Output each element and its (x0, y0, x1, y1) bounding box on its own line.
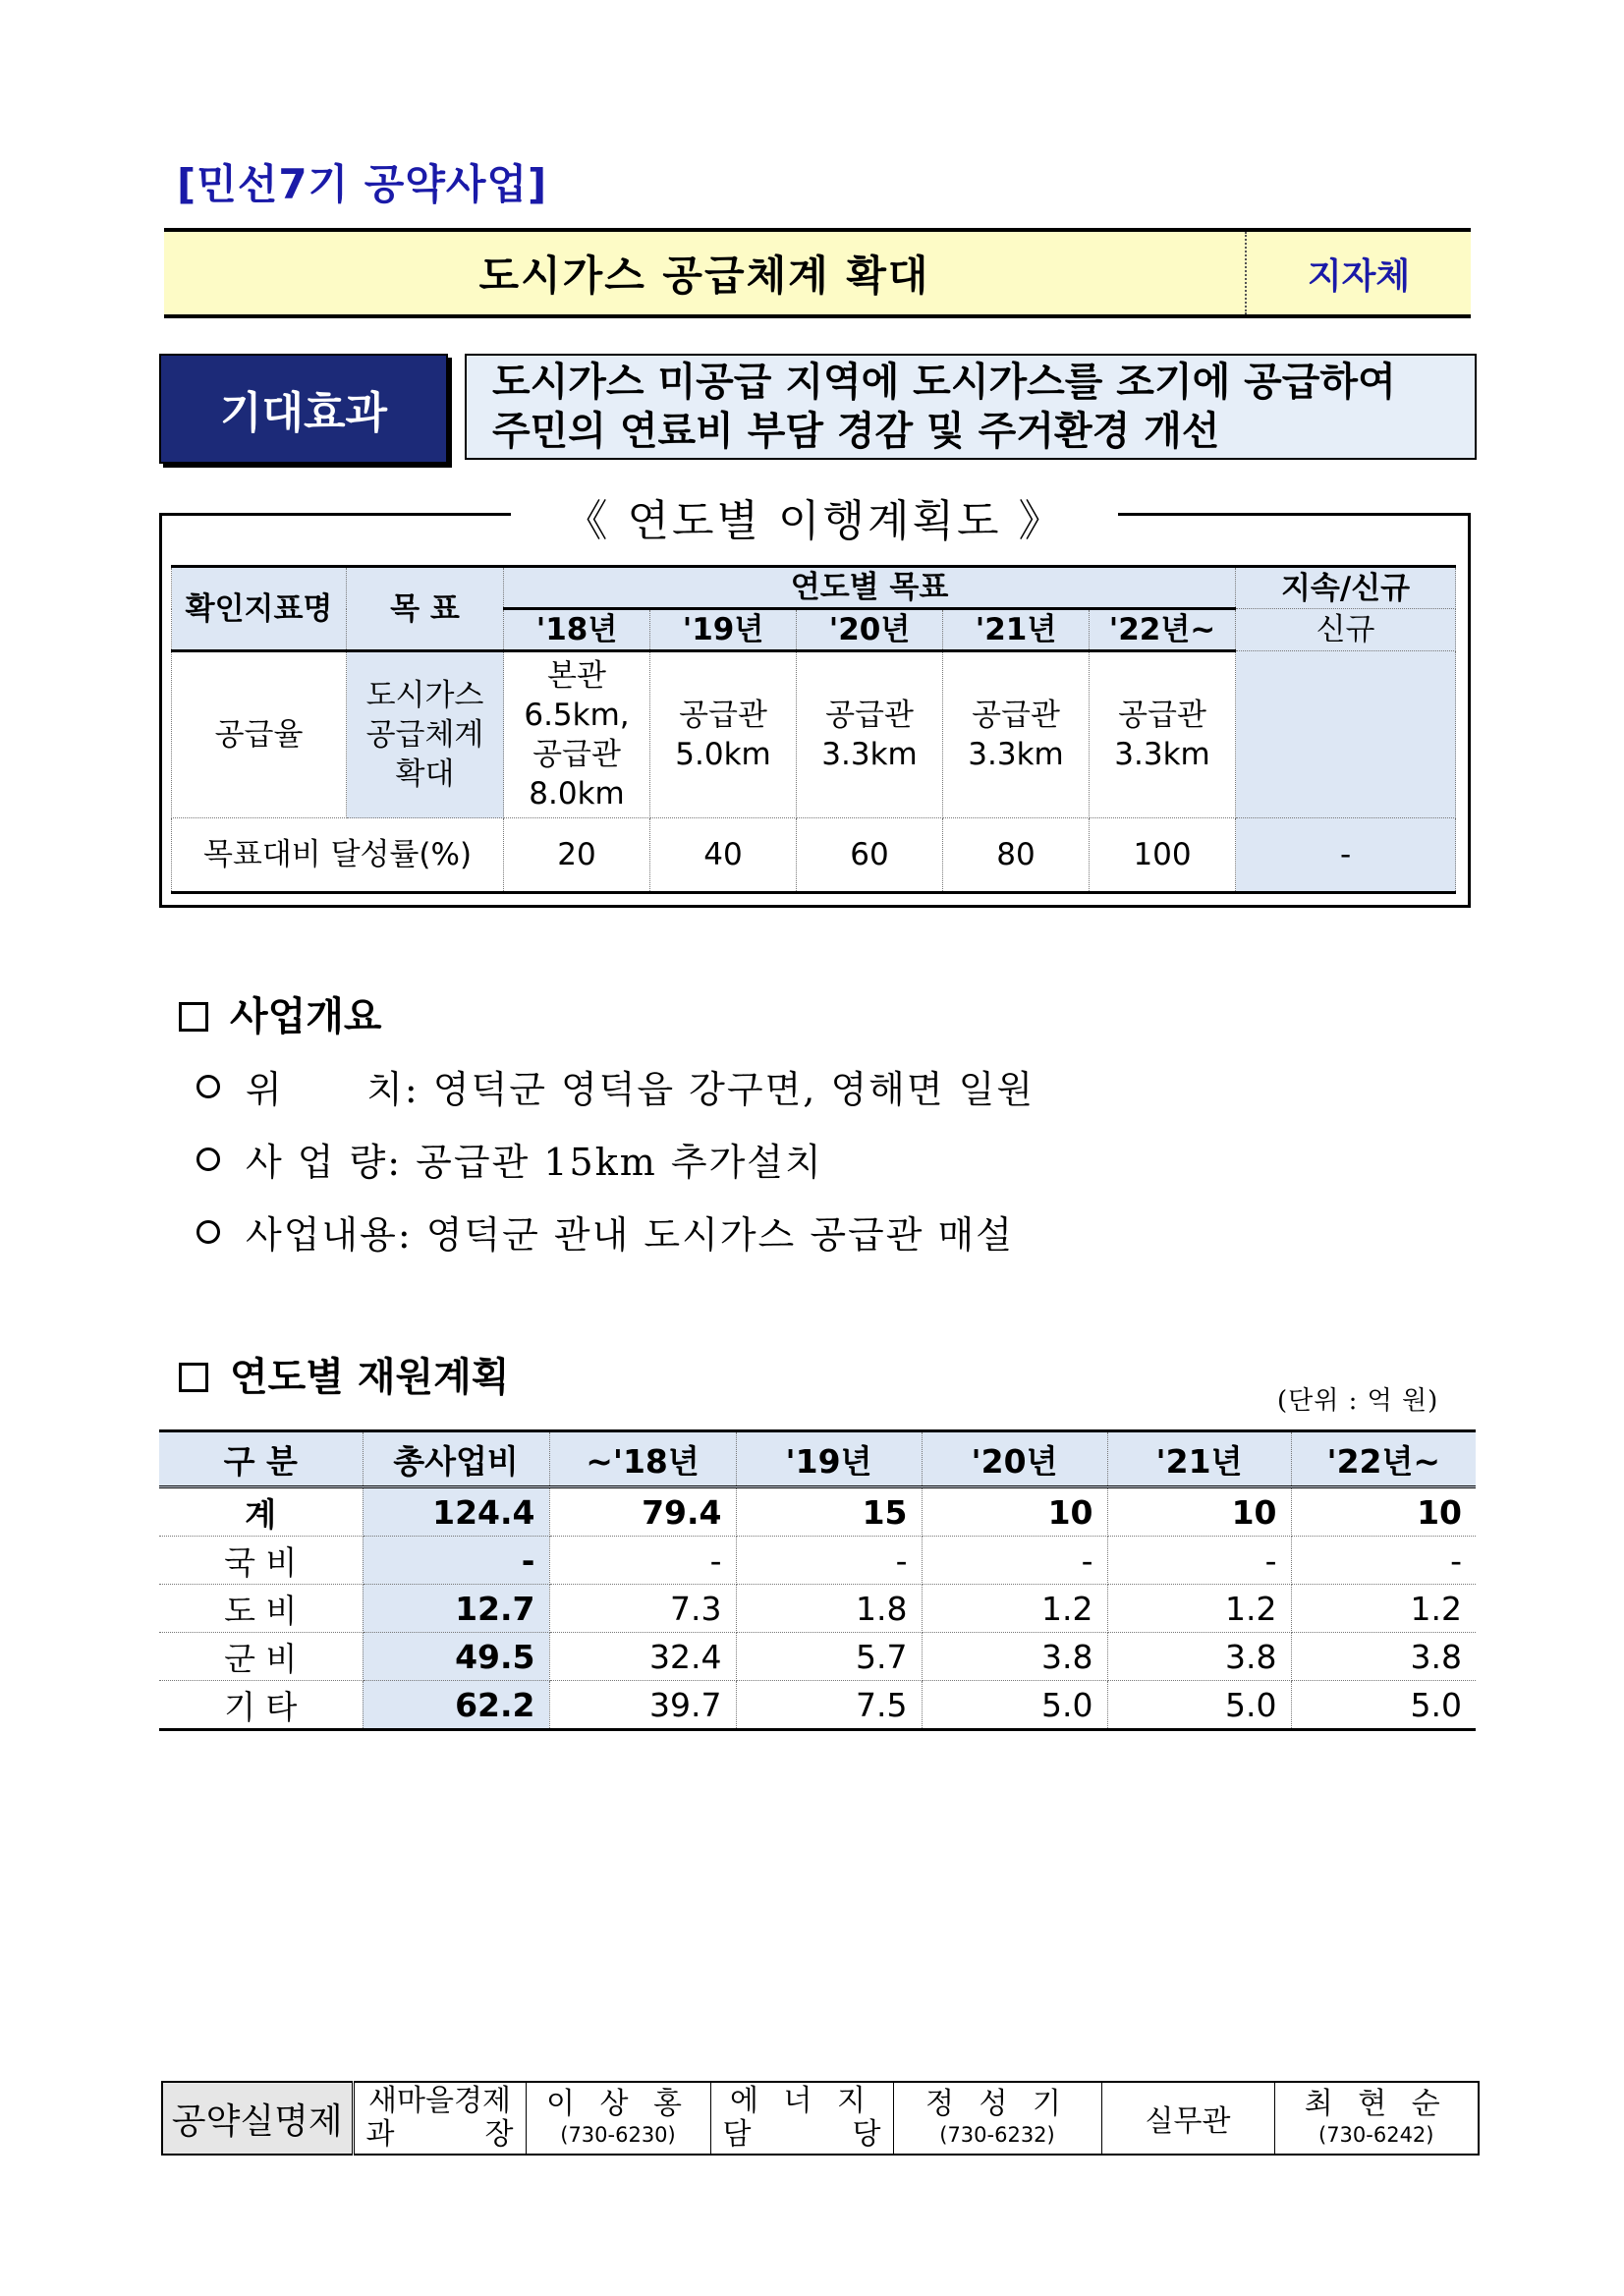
table-row (159, 1537, 1476, 1585)
plan-row2-label: 목표대비 달성률(%) (172, 818, 504, 893)
circle-bullet-icon (196, 1075, 220, 1098)
finance-cell: 5.0 (1107, 1681, 1291, 1730)
finance-header-cell: 구 분 (159, 1431, 363, 1487)
finance-cell: 39.7 (549, 1681, 736, 1730)
dept-name: 새마을경제 (368, 2084, 511, 2118)
plan-header-y22: '22년~ (1090, 609, 1236, 651)
finance-cell: 49.5 (363, 1633, 549, 1681)
finance-cell: - (922, 1537, 1107, 1585)
manager-phone: (730-6230) (560, 2123, 676, 2147)
finance-cell: 군 비 (159, 1633, 363, 1681)
manager-name: 이 상 홍 (545, 2087, 690, 2121)
officer-cell (1274, 2082, 1479, 2155)
plan-header-y20: '20년 (797, 609, 943, 651)
finance-header-cell: '21년 (1107, 1431, 1291, 1487)
plan-row1-indicator: 공급율 (172, 651, 347, 818)
dept-title-cell (353, 2082, 526, 2155)
staff-phone: (730-6232) (939, 2123, 1055, 2147)
officer-name: 최 현 순 (1304, 2087, 1448, 2121)
officer-title: 실무관 (1101, 2082, 1274, 2155)
plan-row2-status: - (1236, 818, 1456, 893)
overview-item-text: 위 치: 영덕군 영덕읍 강구면, 영해면 일원 (246, 1068, 1036, 1111)
finance-cell: 32.4 (549, 1633, 736, 1681)
plan-row2-y22: 100 (1090, 818, 1236, 893)
finance-cell: 1.8 (736, 1585, 922, 1633)
position-char-1: 과 (365, 2117, 395, 2152)
overview-title: 사업개요 (230, 994, 382, 1039)
plan-header-indicator: 확인지표명 (172, 567, 347, 651)
plan-header-yearly: 연도별 목표 (504, 567, 1236, 609)
staff-title-cell (710, 2082, 893, 2155)
accountability-label: 공약실명제 (162, 2082, 353, 2155)
finance-cell: 10 (1107, 1487, 1291, 1537)
finance-cell: 1.2 (922, 1585, 1107, 1633)
finance-cell: - (736, 1537, 922, 1585)
finance-cell: 국 비 (159, 1537, 363, 1585)
finance-cell: 5.0 (922, 1681, 1107, 1730)
page-title: 도시가스 공급체계 확대 (478, 252, 930, 300)
category-label: 지자체 (1245, 232, 1471, 314)
checkbox-square-icon (179, 1002, 208, 1032)
finance-header-cell: 총사업비 (363, 1431, 549, 1487)
staff-name: 정 성 기 (924, 2087, 1069, 2121)
plan-table (171, 565, 1456, 894)
plan-header-y19: '19년 (650, 609, 797, 651)
finance-cell: 79.4 (549, 1487, 736, 1537)
title-bar (164, 228, 1471, 318)
staff-position (711, 2118, 893, 2152)
plan-status-value: 신규 (1236, 609, 1456, 651)
finance-cell: 10 (1291, 1487, 1476, 1537)
circle-bullet-icon (196, 1148, 220, 1171)
finance-header-cell: '22년~ (1291, 1431, 1476, 1487)
staff-position-char-1: 담 (722, 2117, 752, 2152)
finance-header-row (159, 1431, 1476, 1487)
staff-position-char-2: 당 (852, 2117, 881, 2152)
checkbox-square-icon (179, 1363, 208, 1392)
overview-item (196, 1132, 823, 1186)
effect-box (465, 354, 1477, 460)
plan-row1-goal: 도시가스 공급체계 확대 (347, 651, 504, 818)
finance-cell: 7.3 (549, 1585, 736, 1633)
finance-header-cell: '20년 (922, 1431, 1107, 1487)
finance-cell: 124.4 (363, 1487, 549, 1537)
plan-title: 《 연도별 이행계획도 》 (564, 496, 1065, 546)
manager-cell (526, 2082, 710, 2155)
plan-row1-y20: 공급관 3.3km (797, 651, 943, 818)
finance-cell: 1.2 (1291, 1585, 1476, 1633)
finance-cell: - (1107, 1537, 1291, 1585)
effect-label: 기대효과 (159, 354, 448, 464)
plan-row2-y18: 20 (504, 818, 650, 893)
table-row (159, 1633, 1476, 1681)
finance-cell: 1.2 (1107, 1585, 1291, 1633)
plan-row2-y20: 60 (797, 818, 943, 893)
finance-cell: 계 (159, 1487, 363, 1537)
overview-item-text: 사업내용: 영덕군 관내 도시가스 공급관 매설 (246, 1213, 1014, 1257)
finance-cell: - (549, 1537, 736, 1585)
table-row (159, 1487, 1476, 1537)
plan-header-status: 지속/신규 (1236, 567, 1456, 609)
finance-cell: 3.8 (1291, 1633, 1476, 1681)
plan-row1-y18: 본관 6.5km, 공급관 8.0km (504, 651, 650, 818)
unit-label: (단위 : 억 원) (1277, 1386, 1439, 1416)
plan-header-y21: '21년 (943, 609, 1090, 651)
plan-row2-y19: 40 (650, 818, 797, 893)
finance-cell: - (1291, 1537, 1476, 1585)
staff-team: 에 너 지 (729, 2084, 873, 2118)
effect-line-1: 도시가스 미공급 지역에 도시가스를 조기에 공급하여 (492, 360, 1396, 405)
finance-cell: 3.8 (922, 1633, 1107, 1681)
finance-table (159, 1429, 1476, 1731)
overview-item (196, 1059, 1035, 1113)
plan-frame-topline-left (159, 513, 511, 516)
position-char-2: 장 (484, 2117, 514, 2152)
plan-header-goal: 목 표 (347, 567, 504, 651)
finance-cell: 10 (922, 1487, 1107, 1537)
position-name (355, 2118, 526, 2152)
plan-row1-y19: 공급관 5.0km (650, 651, 797, 818)
finance-cell: 12.7 (363, 1585, 549, 1633)
plan-row1-y21: 공급관 3.3km (943, 651, 1090, 818)
officer-phone: (730-6242) (1318, 2123, 1434, 2147)
finance-cell: 3.8 (1107, 1633, 1291, 1681)
plan-row1-y22: 공급관 3.3km (1090, 651, 1236, 818)
finance-cell: 15 (736, 1487, 922, 1537)
effect-line-2: 주민의 연료비 부담 경감 및 주거환경 개선 (492, 409, 1220, 454)
finance-cell: 7.5 (736, 1681, 922, 1730)
table-row (159, 1585, 1476, 1633)
plan-row1-status (1236, 651, 1456, 818)
overview-item (196, 1204, 1014, 1259)
finance-cell: - (363, 1537, 549, 1585)
finance-cell: 기 타 (159, 1681, 363, 1730)
finance-cell: 5.0 (1291, 1681, 1476, 1730)
finance-cell: 62.2 (363, 1681, 549, 1730)
plan-header-y18: '18년 (504, 609, 650, 651)
finance-cell: 5.7 (736, 1633, 922, 1681)
finance-header-cell: '19년 (736, 1431, 922, 1487)
accountability-table (161, 2081, 1480, 2156)
table-row (159, 1681, 1476, 1730)
circle-bullet-icon (196, 1220, 220, 1244)
overview-heading (179, 985, 382, 1041)
finance-cell: 도 비 (159, 1585, 363, 1633)
finance-header-cell: ~'18년 (549, 1431, 736, 1487)
finance-heading (179, 1346, 509, 1402)
staff-cell (893, 2082, 1101, 2155)
finance-title: 연도별 재원계획 (230, 1355, 510, 1400)
plan-row2-y21: 80 (943, 818, 1090, 893)
overview-item-text: 사 업 량: 공급관 15km 추가설치 (246, 1141, 823, 1184)
header-tag: [민선7기 공약사업] (177, 160, 548, 208)
plan-frame-topline-right (1118, 513, 1471, 516)
